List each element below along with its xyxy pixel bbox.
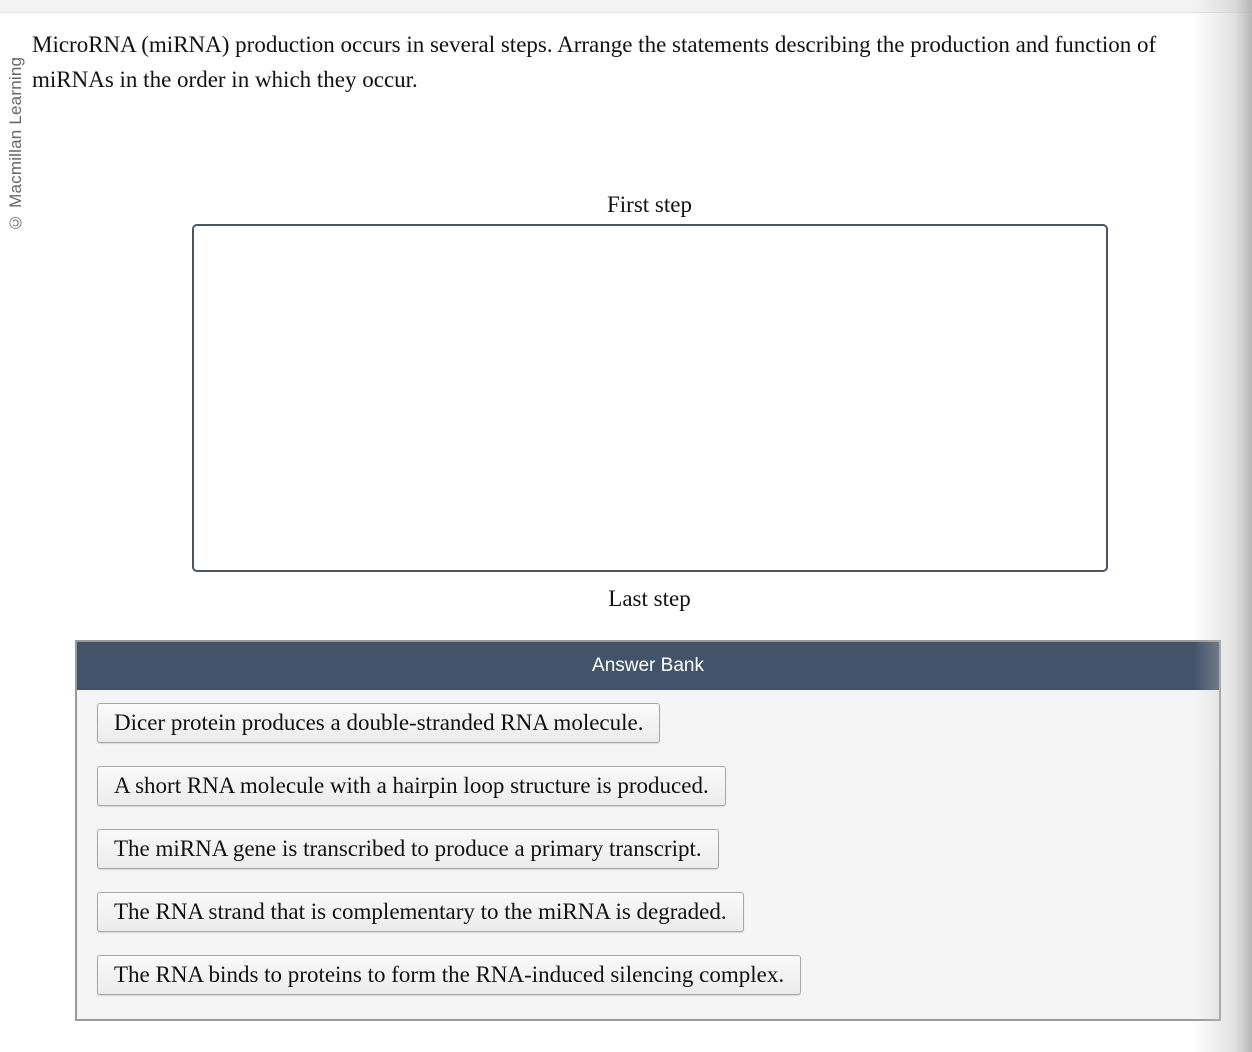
answer-item-dicer[interactable]: Dicer protein produces a double-stranded RNA molecule. <box>97 703 660 743</box>
last-step-label: Last step <box>608 586 691 611</box>
answer-bank-items <box>77 690 1219 987</box>
answer-item-transcribed[interactable]: The miRNA gene is transcribed to produce a primary transcript. <box>97 829 719 869</box>
answer-item-risc[interactable]: The RNA binds to proteins to form the RNA-induced silencing complex. <box>97 955 801 995</box>
answer-item-degraded[interactable]: The RNA strand that is complementary to the miRNA is degraded. <box>97 892 744 932</box>
ordering-drop-zone[interactable] <box>192 224 1108 572</box>
question-text: MicroRNA (miRNA) production occurs in several steps. Arrange the statements describing the production and function of miRNAs in the order in which they occur. <box>32 32 1157 92</box>
first-step-label: First step <box>607 192 692 217</box>
top-bar <box>0 0 1252 13</box>
answer-item-hairpin[interactable]: A short RNA molecule with a hairpin loop structure is produced. <box>97 766 726 806</box>
copyright-watermark: © Macmillan Learning <box>6 56 25 232</box>
answer-bank <box>75 640 1221 1021</box>
answer-bank-header: Answer Bank <box>77 642 1219 690</box>
